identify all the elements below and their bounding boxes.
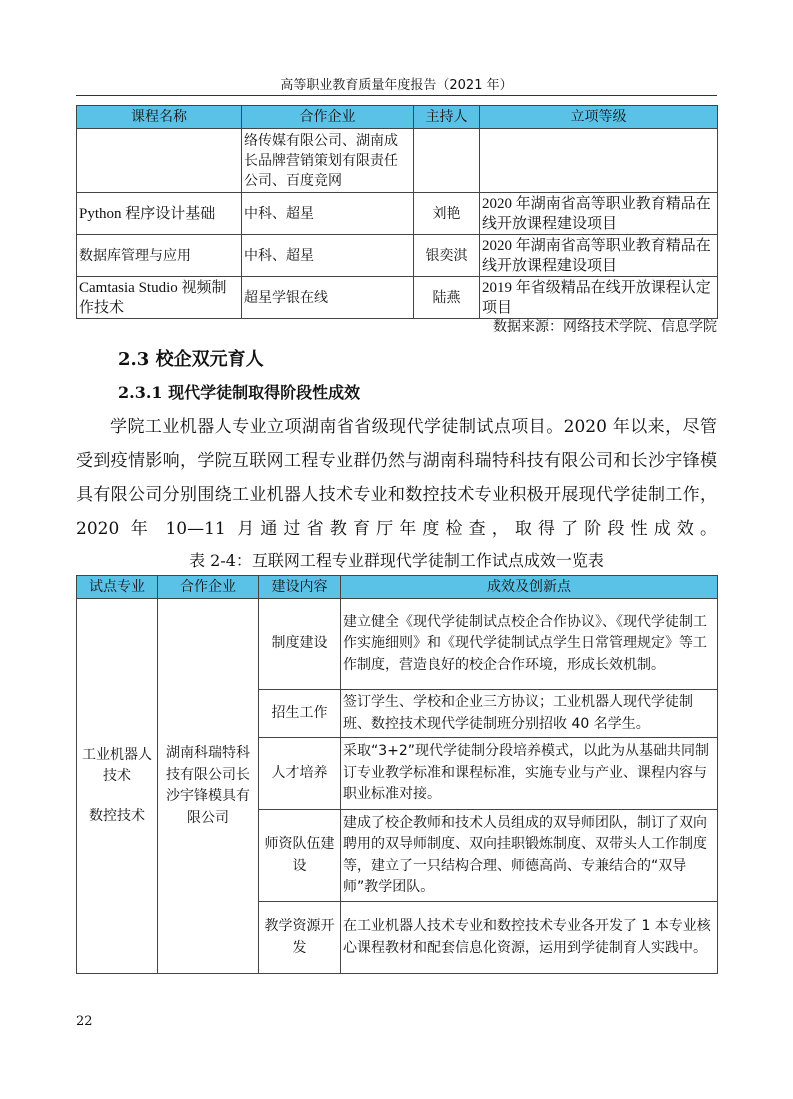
data-source-note: 数据来源：网络技术学院、信息学院: [493, 319, 717, 335]
content-cell: 人才培养: [259, 738, 341, 810]
header-cell-host: 主持人: [414, 106, 480, 129]
level-cell: 2020 年湖南省高等职业教育精品在线开放课程建设项目: [480, 235, 718, 277]
header-cell-major: 试点专业: [77, 576, 158, 599]
company-cell: 络传媒有限公司、湖南成长品牌营销策划有限责任公司、百度竞网: [242, 129, 414, 193]
partner-company-cell: 湖南科瑞特科技有限公司长沙宇锋模具有限公司: [158, 599, 259, 974]
table-row: [77, 277, 718, 319]
course-table: [76, 105, 718, 319]
header-cell-course: 课程名称: [77, 106, 242, 129]
content-cell: 教学资源开发: [259, 902, 341, 974]
level-cell: 2020 年湖南省高等职业教育精品在线开放课程建设项目: [480, 193, 718, 235]
result-cell: 签订学生、学校和企业三方协议；工业机器人现代学徒制班、数控技术现代学徒制班分别招收 40 名学生。: [341, 690, 718, 738]
host-cell: [414, 129, 480, 193]
company-cell: 中科、超星: [242, 193, 414, 235]
host-cell: 刘艳: [414, 193, 480, 235]
content-cell: 制度建设: [259, 599, 341, 690]
subsection-heading: 2.3.1 现代学徒制取得阶段性成效: [118, 383, 361, 402]
table-row: [77, 599, 718, 690]
host-cell: 银奕淇: [414, 235, 480, 277]
table-header-row: [77, 106, 718, 129]
course-name-cell: 数据库管理与应用: [77, 235, 242, 277]
header-divider: [76, 95, 717, 96]
result-cell: 建成了校企教师和技术人员组成的双导师团队，制订了双向聘用的双导师制度、双向挂职锻炼制度、双带头人工作制度等，建立了一只结构合理、师德高尚、专兼结合的“双导师”教学团队。: [341, 810, 718, 902]
major-cnc-technology: 数控技术: [89, 807, 145, 824]
content-cell: 师资队伍建设: [259, 810, 341, 902]
running-header: 高等职业教育质量年度报告（2021 年）: [280, 78, 513, 93]
header-cell-company: 合作企业: [158, 576, 259, 599]
page-number: 22: [76, 1014, 93, 1029]
course-name-cell: Python 程序设计基础: [77, 193, 242, 235]
content-cell: 招生工作: [259, 690, 341, 738]
body-paragraph: 学院工业机器人专业立项湖南省省级现代学徒制试点项目。2020 年以来，尽管受到疫情影响，学院互联网工程专业群仍然与湖南科瑞特科技有限公司和长沙宇锋模具有限公司分别围绕工业机器人技术专业和数控技术专业积极开展现代学徒制工作，2020 年 10—11 月通过省教育厅年度检查，取得了阶段性成效。: [76, 417, 717, 539]
course-name-cell: [77, 129, 242, 193]
company-cell: 超星学银在线: [242, 277, 414, 319]
header-cell-company: 合作企业: [242, 106, 414, 129]
apprenticeship-table: [76, 575, 718, 974]
header-cell-content: 建设内容: [259, 576, 341, 599]
major-industrial-robot: 工业机器人技术: [82, 746, 152, 785]
result-cell: 采取“3+2”现代学徒制分段培养模式，以此为从基础共同制订专业教学标准和课程标准，实施专业与产业、课程内容与职业标准对接。: [341, 738, 718, 810]
pilot-major-cell: [77, 599, 158, 974]
section-heading: 2.3 校企双元育人: [118, 349, 264, 370]
table-row: [77, 193, 718, 235]
company-cell: 中科、超星: [242, 235, 414, 277]
table-row: [77, 235, 718, 277]
level-cell: 2019 年省级精品在线开放课程认定项目: [480, 277, 718, 319]
table-row: [77, 129, 718, 193]
header-cell-level: 立项等级: [480, 106, 718, 129]
table-caption: 表 2-4：互联网工程专业群现代学徒制工作试点成效一览表: [189, 551, 604, 570]
result-cell: 建立健全《现代学徒制试点校企合作协议》、《现代学徒制工作实施细则》和《现代学徒制试点学生日常管理规定》等工作制度，营造良好的校企合作环境，形成长效机制。: [341, 599, 718, 690]
course-name-cell: Camtasia Studio 视频制作技术: [77, 277, 242, 319]
level-cell: [480, 129, 718, 193]
result-cell: 在工业机器人技术专业和数控技术专业各开发了 1 本专业核心课程教材和配套信息化资源，运用到学徒制育人实践中。: [341, 902, 718, 974]
header-cell-result: 成效及创新点: [341, 576, 718, 599]
host-cell: 陆燕: [414, 277, 480, 319]
table-header-row: [77, 576, 718, 599]
